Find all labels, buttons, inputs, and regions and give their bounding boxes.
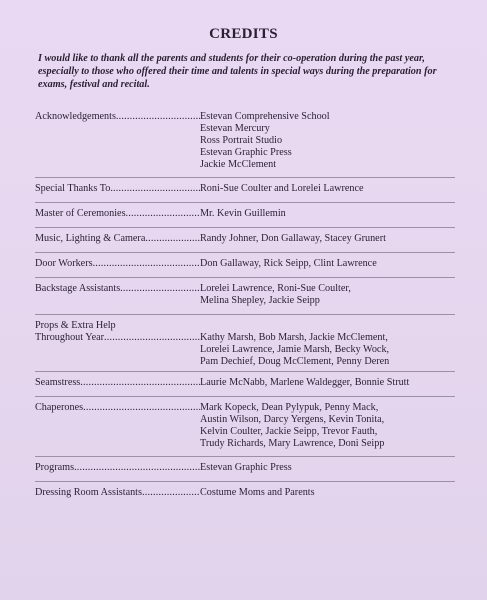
credit-value: Lorelei Lawrence, Roni-Sue Coulter, [200,283,351,294]
credit-value: Estevan Graphic Press [200,462,292,473]
credit-chaperones [35,402,455,450]
credit-value: Estevan Comprehensive School [200,111,330,122]
credit-label: Acknowledgements [35,111,116,122]
credit-value: Kelvin Coulter, Jackie Seipp, Trevor Fauth, [200,426,378,437]
credit-special-thanks [35,183,455,195]
credit-value: Pam Dechief, Doug McClement, Penny Deren [200,356,390,367]
credit-value: Austin Wilson, Darcy Yergens, Kevin Tonita, [200,414,385,425]
credit-value: Trudy Richards, Mary Lawrence, Doni Seipp [200,438,385,449]
credit-music-lighting-camera [35,233,455,245]
credit-value: Randy Johner, Don Gallaway, Stacey Grunert [200,233,386,244]
credit-label: Seamstress [35,377,81,388]
credit-seamstress [35,377,455,389]
credit-value: Costume Moms and Parents [200,487,315,498]
credit-label: Door Workers [35,258,93,269]
credit-label: Props & Extra Help [35,320,116,331]
divider [35,227,455,228]
credit-label: Master of Ceremonies [35,208,126,219]
credit-backstage-assistants [35,283,455,307]
divider [35,396,455,397]
credit-value: Mr. Kevin Guillemin [200,208,286,219]
credit-label: Chaperones [35,402,84,413]
credit-label: Special Thanks To [35,183,111,194]
divider [35,252,455,253]
divider [35,202,455,203]
credit-label: Dressing Room Assistants [35,487,142,498]
credit-props-extra-help [35,320,455,368]
credit-value: Estevan Mercury [200,123,270,134]
credit-value: Don Gallaway, Rick Seipp, Clint Lawrence [200,258,377,269]
credit-value: Jackie McClement [200,159,277,170]
credit-value: Estevan Graphic Press [200,147,292,158]
divider [35,481,455,482]
credit-value: Lorelei Lawrence, Jamie Marsh, Becky Wock, [200,344,390,355]
credit-acknowledgements [35,111,455,171]
credit-value: Laurie McNabb, Marlene Waldegger, Bonnie Strutt [200,377,410,388]
credit-value: Roni-Sue Coulter and Lorelei Lawrence [200,183,364,194]
credit-label-continued: Throughout Year [35,332,105,343]
credit-label: Programs [35,462,75,473]
credit-value: Ross Portrait Studio [200,135,283,146]
divider [35,371,455,372]
credit-label: Backstage Assistants [35,283,121,294]
divider [35,277,455,278]
credit-label: Music, Lighting & Camera [35,233,146,244]
thank-you-note: I would like to thank all the parents and students for their co-operation during the past year, especially to those who offered their time and talents in special ways during the preparation for exams, festival and recital. [38,53,437,91]
credit-master-of-ceremonies [35,208,455,220]
divider [35,456,455,457]
credit-door-workers [35,258,455,270]
credit-programs [35,462,455,474]
divider [35,314,455,315]
credit-value: Kathy Marsh, Bob Marsh, Jackie McClement, [200,332,388,343]
credit-value: Mark Kopeck, Dean Pylypuk, Penny Mack, [200,402,379,413]
credit-dressing-room-assistants [35,487,455,499]
credit-value: Melina Shepley, Jackie Seipp [200,295,320,306]
divider [35,177,455,178]
page-title: CREDITS [209,26,278,42]
